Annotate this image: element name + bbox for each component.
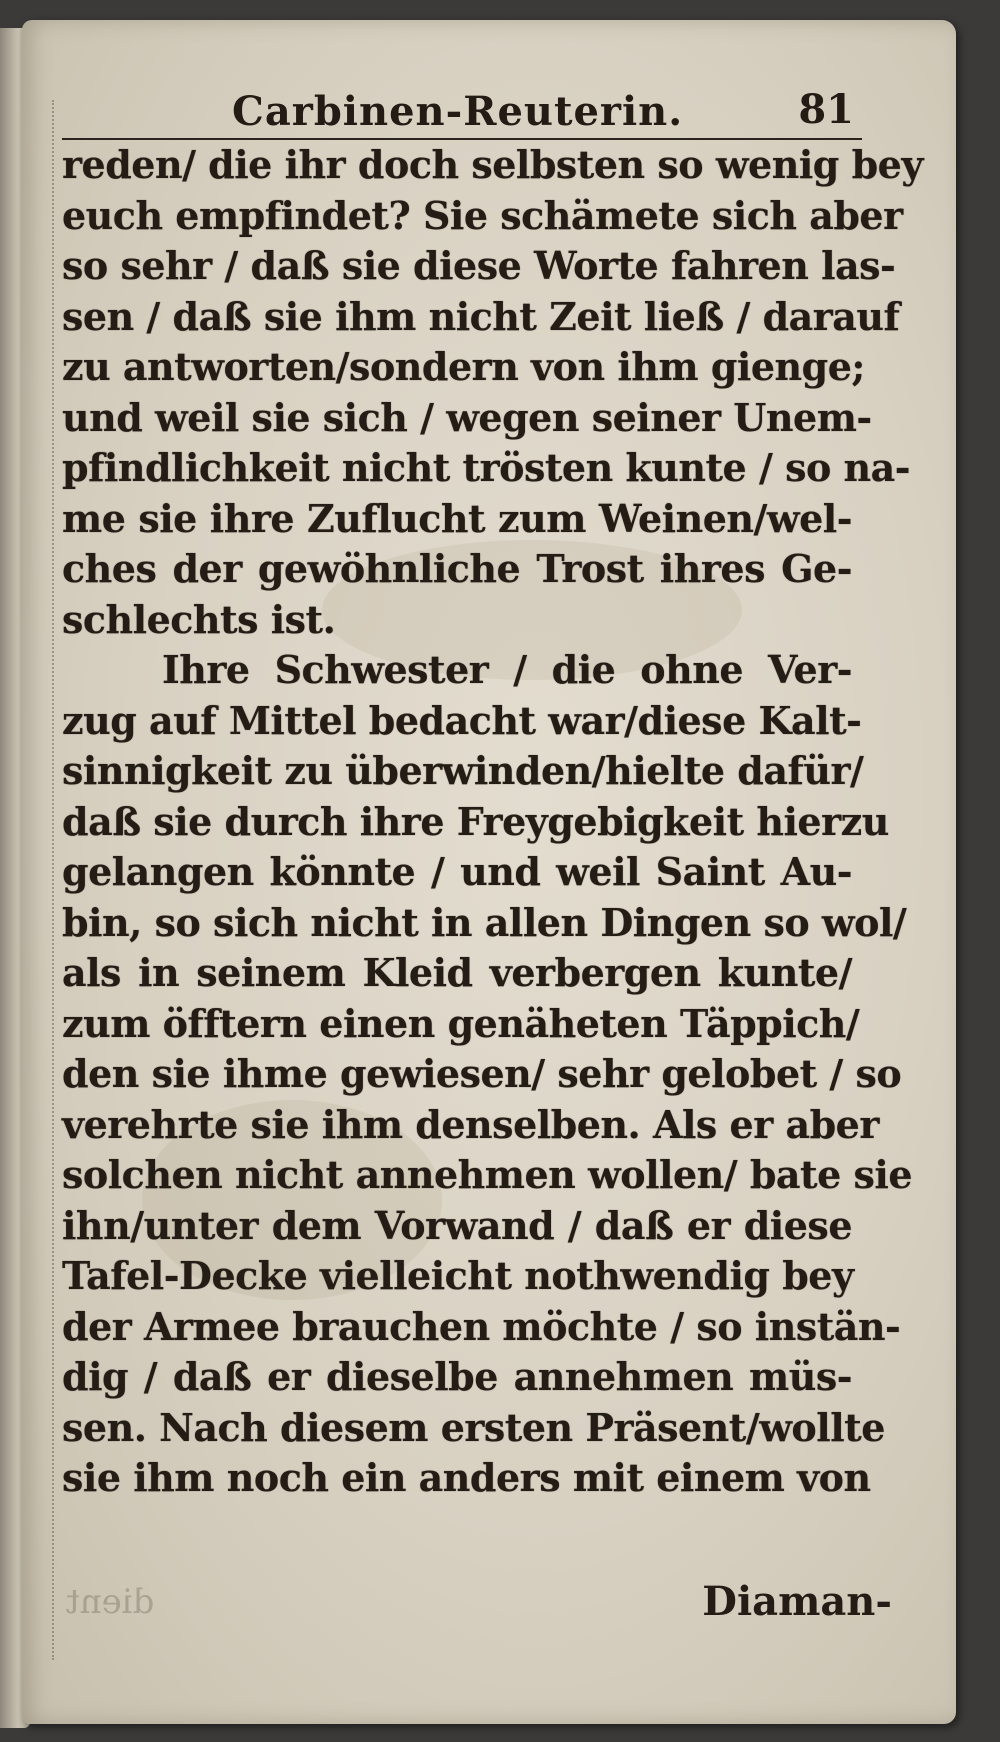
text-line: sen. Nach diesem ersten Präsent/wollte xyxy=(62,1404,885,1450)
text-line: ches der gewöhnliche Trost ihres Ge- xyxy=(62,546,852,591)
text-line: bin, so sich nicht in allen Dingen so wol/ xyxy=(62,899,907,945)
text-line: Tafel-Decke vielleicht nothwendig bey xyxy=(62,1253,854,1298)
text-line: dig / daß er dieselbe annehmen müs- xyxy=(62,1354,852,1399)
text-line: zum öfftern einen genäheten Täppich/ xyxy=(62,1000,860,1046)
running-title: Carbinen-Reuterin. xyxy=(232,88,684,135)
text-line: reden/ die ihr doch selbsten so wenig bey xyxy=(62,142,923,187)
text-line: sinnigkeit zu überwinden/hielte dafür/ xyxy=(62,748,864,793)
text-line: zu antworten/sondern von ihm gienge; xyxy=(62,344,865,389)
text-line: sie ihm noch ein anders mit einem von xyxy=(62,1455,871,1500)
text-line: verehrte sie ihm denselben. Als er aber xyxy=(62,1101,879,1147)
text-line: den sie ihme gewiesen/ sehr gelobet / so xyxy=(62,1051,902,1096)
catchword: Diaman- xyxy=(702,1578,892,1625)
text-line: zug auf Mittel bedacht war/diese Kalt- xyxy=(62,697,862,743)
page-number: 81 xyxy=(798,86,854,133)
bleed-through-text: dient xyxy=(66,1582,155,1622)
text-line: gelangen könnte / und weil Saint Au- xyxy=(62,849,852,894)
text-line: sen / daß sie ihm nicht Zeit ließ / darauf xyxy=(62,293,900,339)
text-line: Ihre Schwester / die ohne Ver- xyxy=(162,647,852,692)
running-head xyxy=(62,84,862,140)
text-line: pfindlichkeit nicht trösten kunte / so na- xyxy=(62,445,911,490)
text-line: als in seinem Kleid verbergen kunte/ xyxy=(62,950,852,995)
text-line: solchen nicht annehmen wollen/ bate sie xyxy=(62,1152,913,1197)
body-text xyxy=(62,140,923,1504)
text-line: schlechts ist. xyxy=(62,596,336,642)
text-line: ihn/unter dem Vorwand / daß er diese xyxy=(62,1202,852,1248)
text-line: der Armee brauchen möchte / so instän- xyxy=(62,1303,901,1349)
text-line: me sie ihre Zuflucht zum Weinen/wel- xyxy=(62,495,852,541)
text-line: daß sie durch ihre Freygebigkeit hierzu xyxy=(62,798,889,844)
text-line: so sehr / daß sie diese Worte fahren las- xyxy=(62,243,896,288)
text-line: und weil sie sich / wegen seiner Unem- xyxy=(62,394,872,440)
text-line: euch empfindet? Sie schämete sich aber xyxy=(62,192,903,238)
